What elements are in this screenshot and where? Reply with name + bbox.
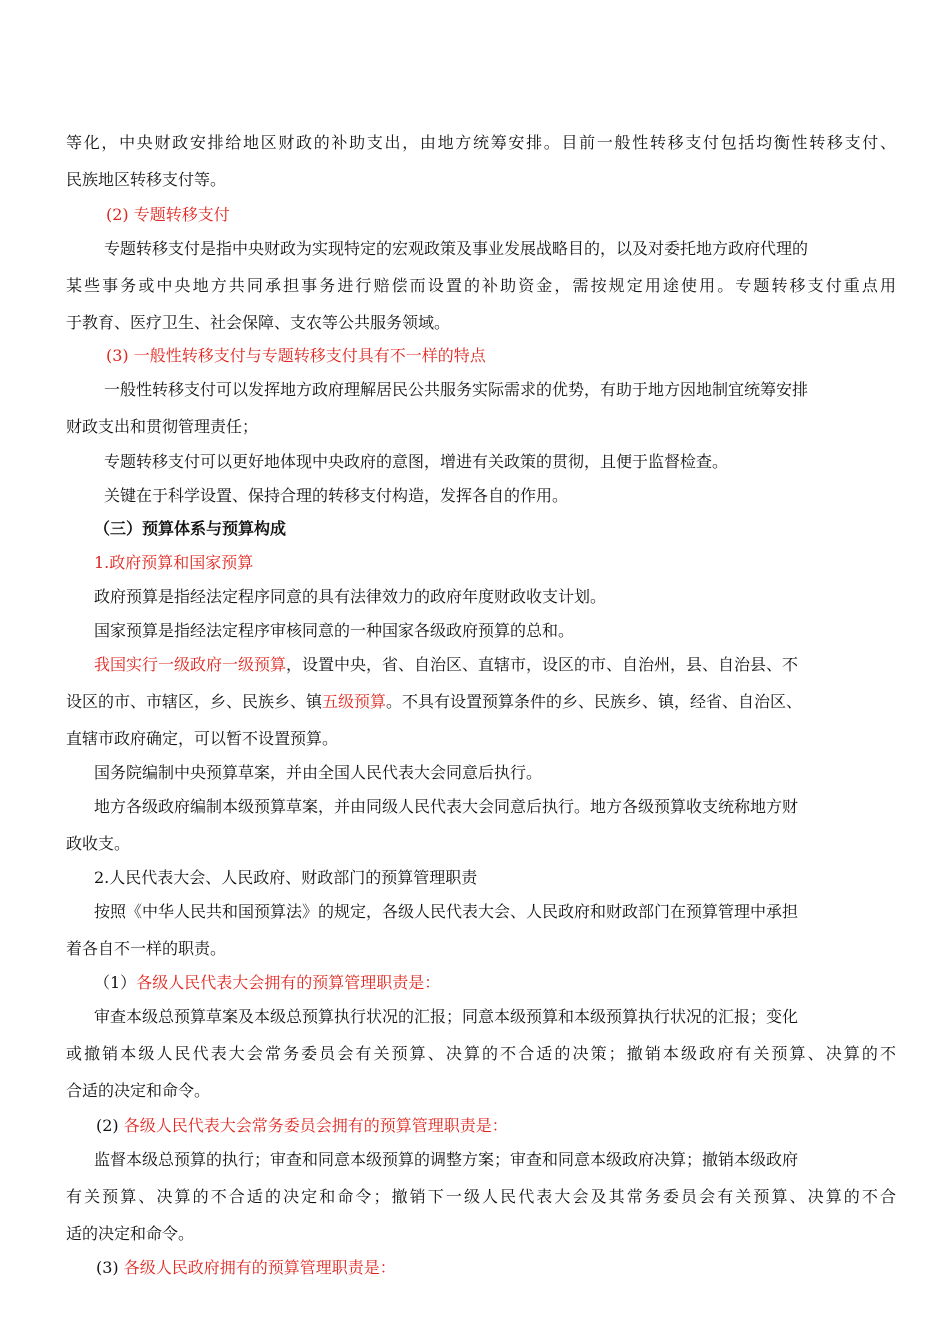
paragraph-special-transfer-line1: 专题转移支付是指中央财政为实现特定的宏观政策及事业发展战略目的，以及对委托地方政府代理的 <box>104 239 809 258</box>
heading-standing-committee-number: (2) <box>96 1116 119 1135</box>
heading-transfer-differences: (3) 一般性转移支付与专题转移支付具有不一样的特点 <box>106 346 486 365</box>
paragraph-five-level-line3: 直辖市政府确定，可以暂不设置预算。 <box>66 729 339 748</box>
paragraph-general-advantage-line2: 财政支出和贯彻管理责任； <box>66 417 259 436</box>
paragraph-five-level-line1 <box>94 655 798 675</box>
paragraph-special-transfer-line3: 于教育、医疗卫生、社会保障、支农等公共服务领域。 <box>66 313 451 332</box>
heading-npc-duties <box>94 973 440 993</box>
paragraph-standing-committee-line3: 适的决定和命令。 <box>66 1224 195 1243</box>
heading-special-transfer: (2) 专题转移支付 <box>106 205 230 224</box>
heading-npc-duties-number: （1） <box>94 973 137 992</box>
heading-government-duties-number: (3) <box>96 1258 119 1277</box>
paragraph-standing-committee-line1: 监督本级总预算的执行；审查和同意本级预算的调整方案；审查和同意本级政府决算；撤销本级政府 <box>94 1150 799 1169</box>
heading-government-duties <box>96 1258 396 1278</box>
heading-government-budget: 1.政府预算和国家预算 <box>94 553 254 572</box>
paragraph-transfer-general-line1: 等化，中央财政安排给地区财政的补助支出，由地方统筹安排。目前一般性转移支付包括均衡性转移支付、 <box>66 133 896 152</box>
paragraph-npc-duties-line3: 合适的决定和命令。 <box>66 1081 211 1100</box>
paragraph-key-point: 关键在于科学设置、保持合理的转移支付构造，发挥各自的作用。 <box>104 486 569 505</box>
paragraph-five-level-line2-start: 设区的市、市辖区，乡、民族乡、镇 <box>66 692 323 711</box>
paragraph-special-transfer-line2: 某些事务或中央地方共同承担事务进行赔偿而设置的补助资金，需按规定用途使用。专题转移支付重点用 <box>66 276 896 295</box>
heading-standing-committee-text: 各级人民代表大会常务委员会拥有的预算管理职责是： <box>123 1116 508 1135</box>
paragraph-npc-duties-line1: 审查本级总预算草案及本级总预算执行状况的汇报；同意本级预算和本级预算执行状况的汇报；变化 <box>94 1007 799 1026</box>
paragraph-five-level-line2 <box>66 692 802 712</box>
paragraph-state-council: 国务院编制中央预算草案，并由全国人民代表大会同意后执行。 <box>94 763 543 782</box>
paragraph-government-budget-definition: 政府预算是指经法定程序同意的具有法律效力的政府年度财政收支计划。 <box>94 587 607 606</box>
paragraph-national-budget-definition: 国家预算是指经法定程序审核同意的一种国家各级政府预算的总和。 <box>94 621 575 640</box>
paragraph-budget-law-line1: 按照《中华人民共和国预算法》的规定，各级人民代表大会、人民政府和财政部门在预算管理中承担 <box>94 902 799 921</box>
paragraph-general-advantage-line1: 一般性转移支付可以发挥地方政府理解居民公共服务实际需求的优势，有助于地方因地制宜统筹安排 <box>104 380 809 399</box>
paragraph-npc-duties-line2: 或撤销本级人民代表大会常务委员会有关预算、决算的不合适的决策；撤销本级政府有关预算、决算的不 <box>66 1044 896 1063</box>
highlight-five-level-budget: 五级预算 <box>322 692 387 711</box>
paragraph-budget-law-line2: 着各自不一样的职责。 <box>66 939 227 958</box>
heading-npc-duties-text: 各级人民代表大会拥有的预算管理职责是： <box>136 973 441 992</box>
paragraph-standing-committee-line2: 有关预算、决算的不合适的决定和命令；撤销下一级人民代表大会及其常务委员会有关预算、决算的不合 <box>66 1187 896 1206</box>
highlight-one-level-budget: 我国实行一级政府一级预算 <box>94 655 287 674</box>
paragraph-local-government-line2: 政收支。 <box>66 834 131 853</box>
heading-government-duties-text: 各级人民政府拥有的预算管理职责是： <box>123 1258 396 1277</box>
heading-budget-duties: 2.人民代表大会、人民政府、财政部门的预算管理职责 <box>94 868 478 887</box>
paragraph-local-government-line1: 地方各级政府编制本级预算草案，并由同级人民代表大会同意后执行。地方各级预算收支统称地方财 <box>94 797 799 816</box>
heading-standing-committee-duties <box>96 1116 508 1136</box>
paragraph-five-level-line1-rest: ，设置中央，省、自治区、直辖市，设区的市、自治州，县、自治县、不 <box>286 655 799 674</box>
paragraph-special-advantage: 专题转移支付可以更好地体现中央政府的意图，增进有关政策的贯彻，且便于监督检查。 <box>104 452 729 471</box>
paragraph-five-level-line2-end: 。不具有设置预算条件的乡、民族乡、镇，经省、自治区、 <box>386 692 803 711</box>
heading-budget-system: （三）预算体系与预算构成 <box>94 519 287 538</box>
paragraph-transfer-general-line2: 民族地区转移支付等。 <box>66 170 227 189</box>
